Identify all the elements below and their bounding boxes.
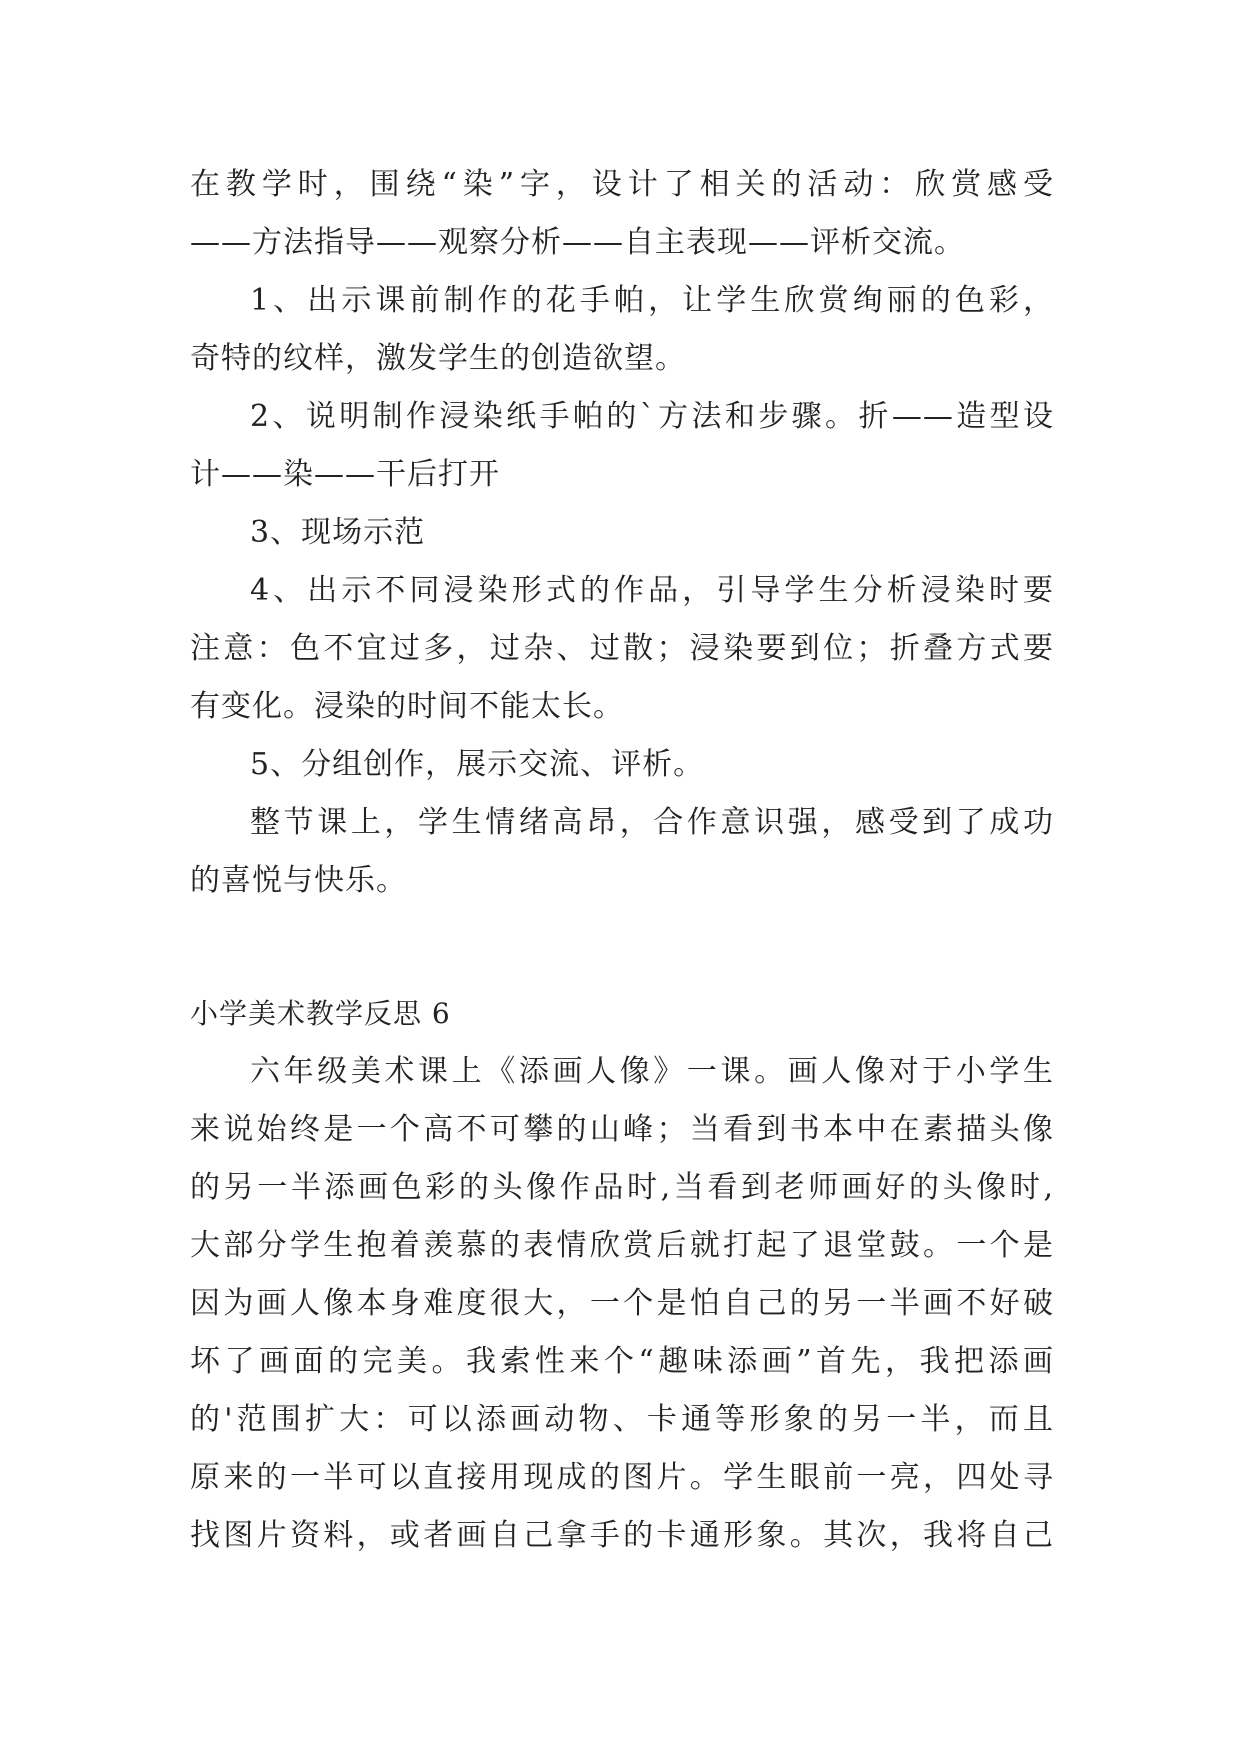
paragraph-line: 注意：色不宜过多，过杂、过散；浸染要到位；折叠方式要 xyxy=(190,631,1054,666)
paragraph-line: 奇特的纹样，激发学生的创造欲望。 xyxy=(190,341,686,376)
paragraph-line: 的另一半添画色彩的头像作品时,当看到老师画好的头像时, xyxy=(190,1170,1054,1205)
paragraph-line: 的'范围扩大：可以添画动物、卡通等形象的另一半，而且 xyxy=(190,1402,1054,1437)
paragraph-line: 因为画人像本身难度很大，一个是怕自己的另一半画不好破 xyxy=(190,1286,1054,1321)
paragraph-line: 整节课上，学生情绪高昂，合作意识强，感受到了成功 xyxy=(250,805,1054,840)
paragraph-line: 2、说明制作浸染纸手帕的`方法和步骤。折——造型设 xyxy=(250,399,1054,434)
paragraph-line: 在教学时，围绕“染”字，设计了相关的活动：欣赏感受 xyxy=(190,167,1054,202)
document-body xyxy=(190,156,1054,1565)
section-heading: 小学美术教学反思 6 xyxy=(190,997,451,1030)
paragraph-line: 计——染——干后打开 xyxy=(190,457,500,492)
paragraph-line: 坏了画面的完美。我索性来个“趣味添画”首先，我把添画 xyxy=(190,1344,1054,1379)
paragraph-line: 原来的一半可以直接用现成的图片。学生眼前一亮，四处寻 xyxy=(190,1460,1054,1495)
paragraph-line: ——方法指导——观察分析——自主表现——评析交流。 xyxy=(190,225,965,260)
paragraph-line: 找图片资料，或者画自己拿手的卡通形象。其次，我将自己 xyxy=(190,1518,1054,1553)
paragraph-line: 3、现场示范 xyxy=(250,515,426,550)
paragraph-line: 来说始终是一个高不可攀的山峰；当看到书本中在素描头像 xyxy=(190,1112,1054,1147)
paragraph-line: 大部分学生抱着羡慕的表情欣赏后就打起了退堂鼓。一个是 xyxy=(190,1228,1054,1263)
paragraph-line: 有变化。浸染的时间不能太长。 xyxy=(190,689,624,724)
section-gap xyxy=(190,910,1054,985)
paragraph-line: 5、分组创作，展示交流、评析。 xyxy=(250,747,705,782)
paragraph-line: 的喜悦与快乐。 xyxy=(190,863,407,898)
paragraph-line: 六年级美术课上《添画人像》一课。画人像对于小学生 xyxy=(250,1054,1054,1089)
paragraph-line: 1、出示课前制作的花手帕，让学生欣赏绚丽的色彩， xyxy=(250,283,1054,318)
paragraph-line: 4、出示不同浸染形式的作品，引导学生分析浸染时要 xyxy=(250,573,1054,608)
